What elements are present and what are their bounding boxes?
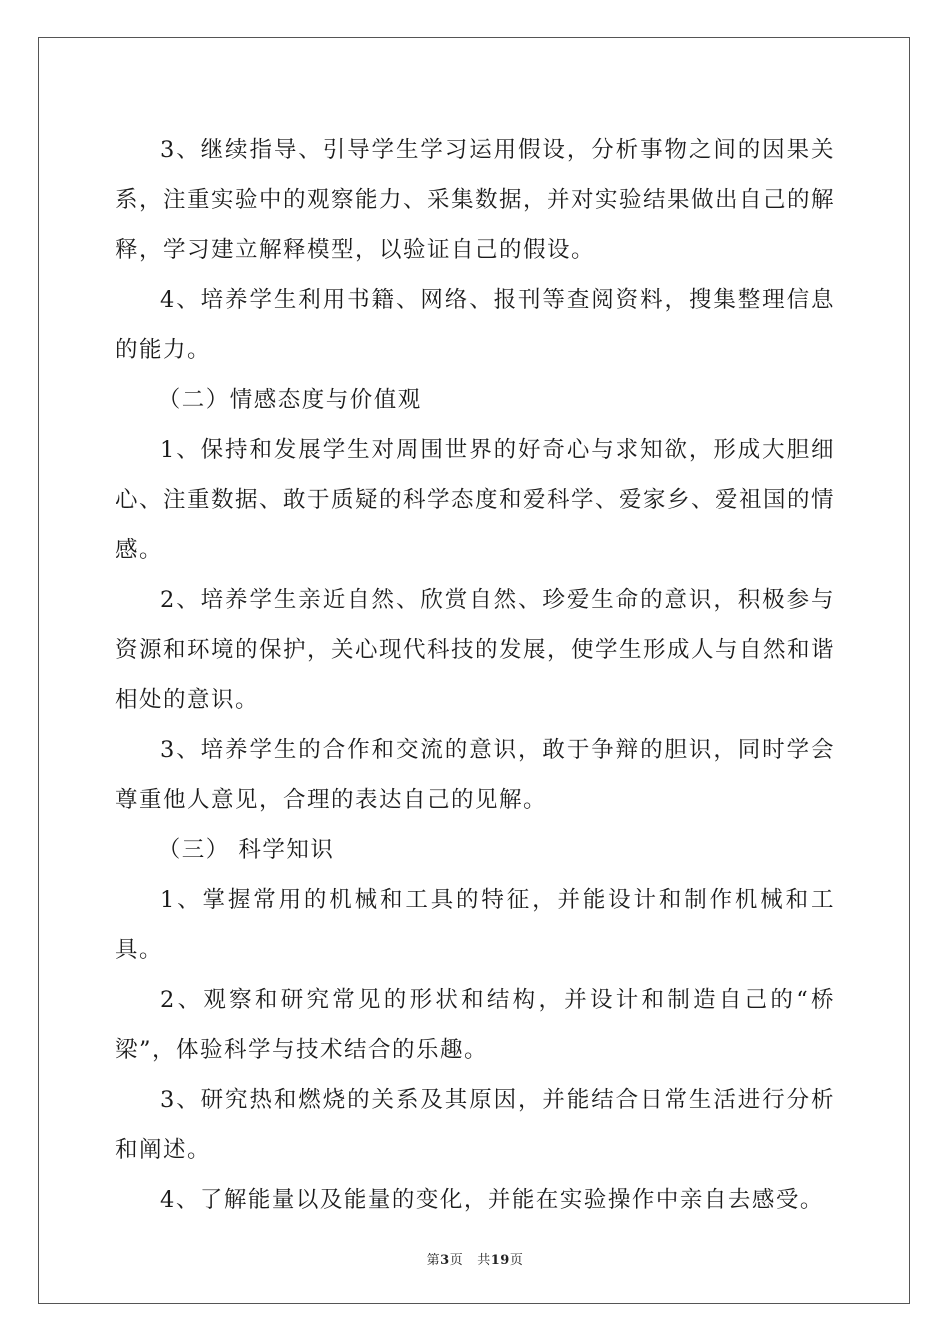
- total-pages: 19: [490, 1253, 510, 1268]
- section-heading-attitudes: （二）情感态度与价值观: [157, 387, 422, 413]
- total-prefix: 共: [477, 1253, 491, 1268]
- paragraph-information-skills: 4、培养学生利用书籍、网络、报刊等查阅资料，搜集整理信息的能力。: [115, 287, 835, 363]
- document-body: [115, 125, 835, 1225]
- paragraph-structures: 2、观察和研究常见的形状和结构，并设计和制造自己的“桥梁”，体验科学与技术结合的乐趣。: [115, 987, 835, 1063]
- paragraph-heat: 3、研究热和燃烧的关系及其原因，并能结合日常生活进行分析和阐述。: [115, 1087, 835, 1163]
- total-suffix: 页: [509, 1253, 524, 1268]
- paragraph-energy: 4、了解能量以及能量的变化，并能在实验操作中亲自去感受。: [160, 1187, 824, 1213]
- page-prefix: 第: [426, 1253, 441, 1268]
- page-footer: [0, 1249, 950, 1268]
- page-suffix: 页: [449, 1253, 464, 1268]
- page-number: 3: [440, 1253, 450, 1268]
- paragraph-nature: 2、培养学生亲近自然、欣赏自然、珍爱生命的意识，积极参与资源和环境的保护，关心现代科技的发展，使学生形成人与自然和谐相处的意识。: [115, 587, 836, 713]
- paragraph-cooperation: 3、培养学生的合作和交流的意识，敢于争辩的胆识，同时学会尊重他人意见，合理的表达自己的见解。: [115, 737, 835, 813]
- paragraph-curiosity: 1、保持和发展学生对周围世界的好奇心与求知欲，形成大胆细心、注重数据、敢于质疑的科学态度和爱科学、爱家乡、爱祖国的情感。: [115, 437, 836, 563]
- paragraph-hypothesis: 3、继续指导、引导学生学习运用假设，分析事物之间的因果关系，注重实验中的观察能力、采集数据，并对实验结果做出自己的解释，学习建立解释模型，以验证自己的假设。: [115, 137, 836, 263]
- section-heading-knowledge: （三） 科学知识: [157, 837, 335, 863]
- paragraph-machines: 1、掌握常用的机械和工具的特征，并能设计和制作机械和工具。: [115, 887, 835, 963]
